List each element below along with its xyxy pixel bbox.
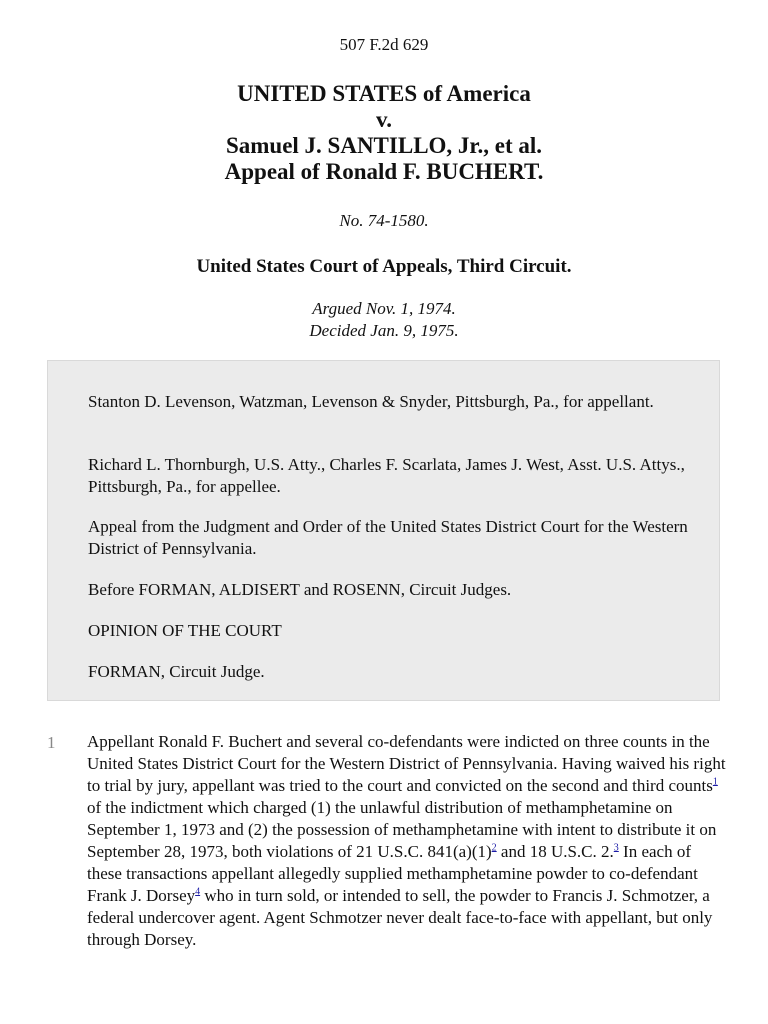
case-citation: 507 F.2d 629 [339, 35, 429, 54]
footnote-link-3[interactable]: 3 [613, 842, 619, 854]
paragraph-number: 1 [47, 733, 56, 752]
counsel-appellant: Stanton D. Levenson, Watzman, Levenson & Snyder, Pittsburgh, Pa., for appellant. [88, 392, 654, 411]
caption-appellant: Appeal of Ronald F. BUCHERT. [224, 159, 544, 184]
caption-defendant: Samuel J. SANTILLO, Jr., et al. [225, 133, 543, 158]
footnote-link-4[interactable]: 4 [195, 886, 201, 898]
footnote-link-2[interactable]: 2 [491, 842, 497, 854]
case-caption [0, 81, 768, 185]
counsel-appellee: Richard L. Thornburgh, U.S. Atty., Charles F. Scarlata, James J. West, Asst. U.S. Attys., Pittsburgh, Pa., for appellee. [88, 455, 685, 496]
paragraph-text: and 18 U.S.C. 2. [496, 842, 614, 861]
decided-date: Decided Jan. 9, 1975. [309, 321, 459, 340]
opinion-heading: OPINION OF THE COURT [88, 621, 282, 640]
argued-date: Argued Nov. 1, 1974. [312, 299, 456, 318]
caption-plaintiff: UNITED STATES of America [237, 81, 531, 106]
opinion-paragraph [87, 731, 727, 951]
paragraph-text: who in turn sold, or intended to sell, the powder to Francis J. Schmotzer, a federal undercover agent. Agent Schmotzer never dealt face-to-face with appellant, but only through Dorsey. [87, 886, 713, 949]
case-header-box [47, 360, 720, 701]
court-name: United States Court of Appeals, Third Circuit. [196, 256, 572, 277]
paragraph-text: In each of these transactions appellant allegedly supplied methamphetamine powder to co-defendant Frank J. Dorsey [87, 842, 698, 905]
paragraph-text: Appellant Ronald F. Buchert and several co-defendants were indicted on three counts in the United States District Court for the Western District of Pennsylvania. Having waived his right to trial by jury, appellant was tried to the court and convicted on the second and third counts [87, 732, 726, 795]
opinion-author: FORMAN, Circuit Judge. [88, 662, 265, 681]
caption-versus: v. [376, 107, 392, 132]
case-dates [0, 298, 768, 342]
panel-judges: Before FORMAN, ALDISERT and ROSENN, Circuit Judges. [88, 580, 512, 599]
footnote-link-1[interactable]: 1 [712, 776, 718, 788]
paragraph-text: of the indictment which charged (1) the unlawful distribution of methamphetamine on September 1, 1973 and (2) the possession of methamphetamine with intent to distribute it on September 28, 1973, both violations of 21 U.S.C. 841(a)(1) [87, 798, 717, 861]
appeal-from: Appeal from the Judgment and Order of the United States District Court for the Western District of Pennsylvania. [88, 517, 688, 558]
docket-number: No. 74-1580. [339, 211, 429, 230]
